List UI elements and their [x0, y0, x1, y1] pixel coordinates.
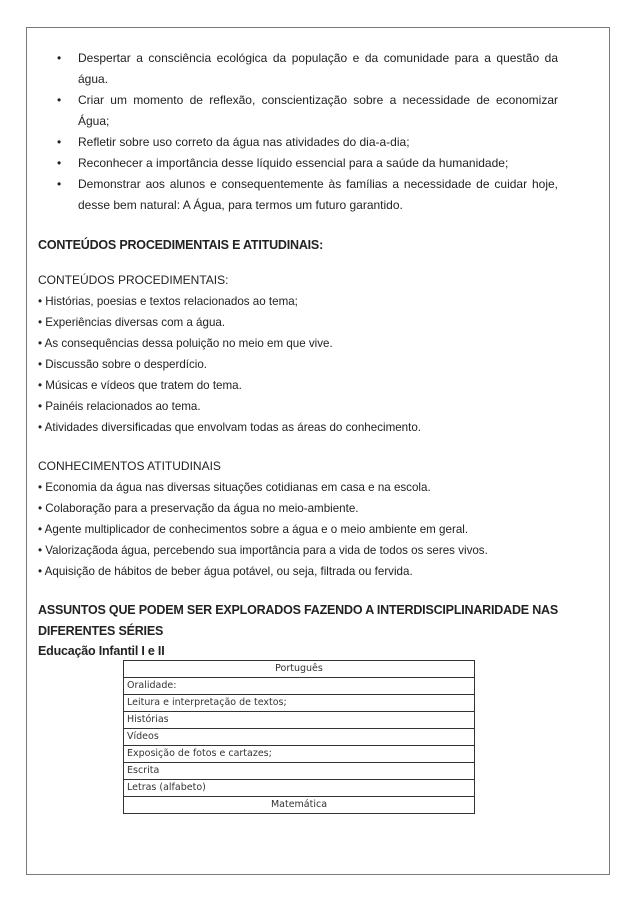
procedimentais-title: CONTEÚDOS PROCEDIMENTAIS:: [38, 273, 229, 287]
table-cell: Escrita: [124, 763, 475, 780]
table-row: [124, 780, 475, 797]
list-item: • Músicas e vídeos que tratem do tema.: [38, 379, 242, 392]
table-cell: Oralidade:: [124, 678, 475, 695]
table-row: [124, 695, 475, 712]
section-heading: ASSUNTOS QUE PODEM SER EXPLORADOS FAZENDO A INTERDISCIPLINARIDADE NAS DIFERENTES SÉRIES: [38, 603, 558, 638]
subjects-table: [123, 660, 475, 814]
list-item: • Histórias, poesias e textos relacionados ao tema;: [38, 295, 298, 308]
list-item: • Aquisição de hábitos de beber água potável, ou seja, filtrada ou fervida.: [38, 565, 413, 578]
table-row: [124, 763, 475, 780]
objective-item: • Reconhecer a importância desse líquido essencial para a saúde da humanidade;: [38, 153, 558, 174]
atitudinais-title: CONHECIMENTOS ATITUDINAIS: [38, 459, 221, 473]
table-row: [124, 712, 475, 729]
table-row: [124, 661, 475, 678]
list-item: • Valorizaçãoda água, percebendo sua importância para a vida de todos os seres vivos.: [38, 544, 488, 557]
list-item: • Experiências diversas com a água.: [38, 316, 226, 329]
table-header-matematica: Matemática: [124, 797, 475, 814]
document-content: [38, 48, 558, 814]
bullet-icon: •: [57, 156, 62, 170]
list-item: • Discussão sobre o desperdício.: [38, 358, 208, 371]
objective-item: • Despertar a consciência ecológica da população e da comunidade para a questão da água.: [38, 48, 558, 90]
list-item: • Painéis relacionados ao tema.: [38, 400, 201, 413]
objectives-list: [38, 48, 558, 216]
table-cell: Letras (alfabeto): [124, 780, 475, 797]
bullet-icon: •: [57, 135, 62, 149]
table-cell: Exposição de fotos e cartazes;: [124, 746, 475, 763]
section-subheading: Educação Infantil I e II: [38, 644, 165, 658]
bullet-icon: •: [57, 177, 62, 191]
table-header-portugues: Português: [124, 661, 475, 678]
list-item: • Colaboração para a preservação da água no meio-ambiente.: [38, 502, 359, 515]
table-cell: Histórias: [124, 712, 475, 729]
objective-item: • Criar um momento de reflexão, conscientização sobre a necessidade de economizar Água;: [38, 90, 558, 132]
table-cell: Vídeos: [124, 729, 475, 746]
bullet-icon: •: [57, 51, 62, 65]
table-cell: Leitura e interpretação de textos;: [124, 695, 475, 712]
list-item: • Atividades diversificadas que envolvam todas as áreas do conhecimento.: [38, 421, 422, 434]
list-item: • Economia da água nas diversas situações cotidianas em casa e na escola.: [38, 481, 431, 494]
objective-item: • Demonstrar aos alunos e consequentemente às famílias a necessidade de cuidar hoje, desse bem natural: A Água, para termos um futuro garantido.: [38, 174, 558, 216]
section-heading: CONTEÚDOS PROCEDIMENTAIS E ATITUDINAIS:: [38, 238, 324, 252]
table-row: [124, 746, 475, 763]
table-row: [124, 678, 475, 695]
bullet-icon: •: [57, 93, 62, 107]
list-item: • As consequências dessa poluição no meio em que vive.: [38, 337, 333, 350]
table-row: [124, 797, 475, 814]
list-item: • Agente multiplicador de conhecimentos sobre a água e o meio ambiente em geral.: [38, 523, 469, 536]
objective-item: • Refletir sobre uso correto da água nas atividades do dia-a-dia;: [38, 132, 558, 153]
table-row: [124, 729, 475, 746]
